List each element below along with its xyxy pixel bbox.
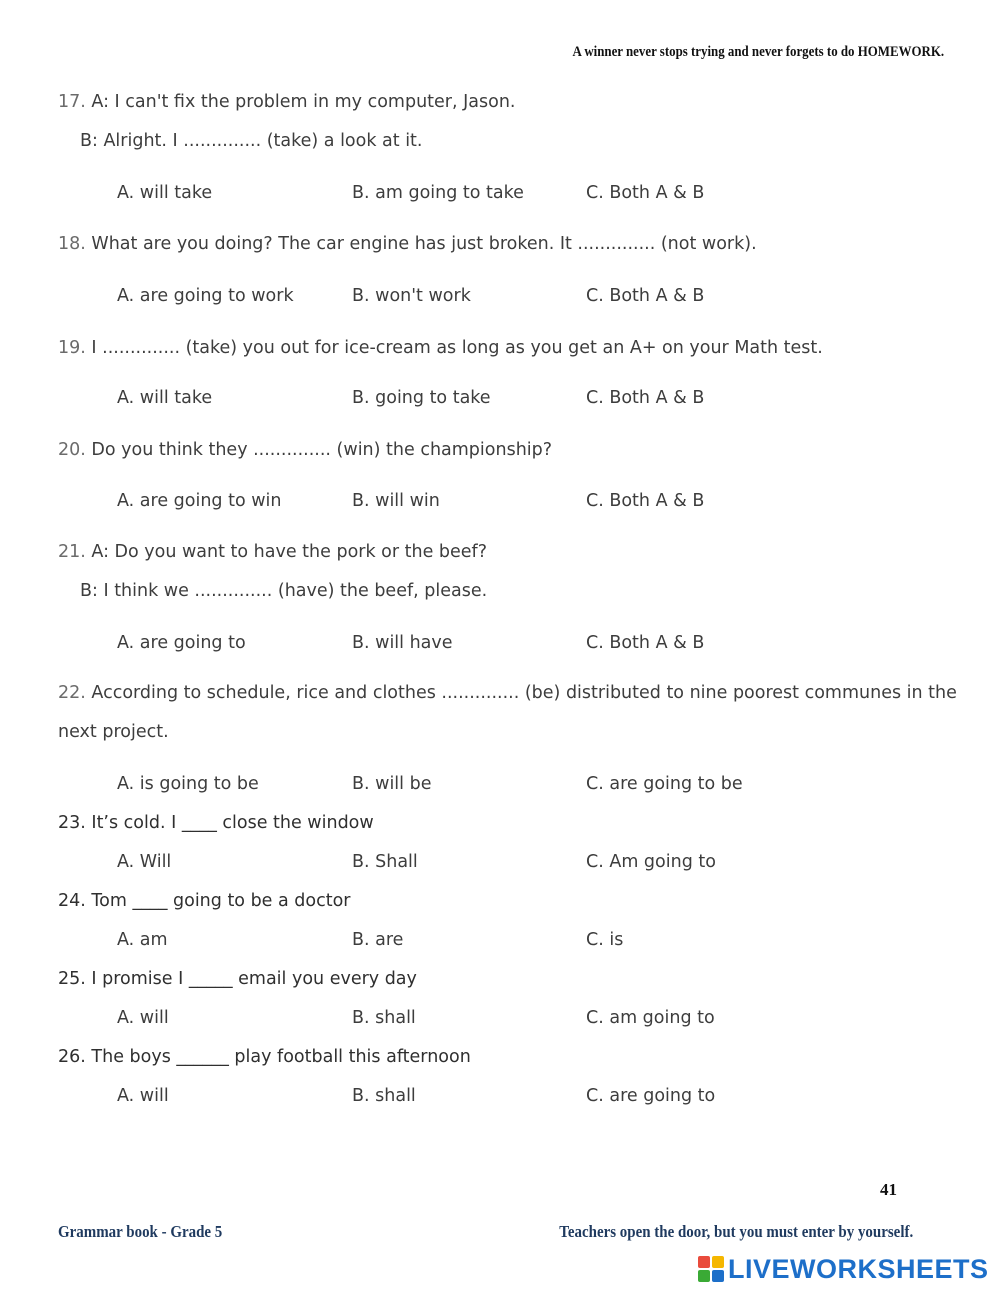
question-24 [58,891,351,911]
logo-tile [698,1270,710,1282]
option-c[interactable]: C. Both A & B [586,491,705,511]
option-c[interactable]: C. Both A & B [586,633,705,653]
question-22-line2: next project. [58,722,169,742]
question-text: A: Do you want to have the pork or the beef? [85,542,488,562]
option-c[interactable]: C. are going to be [586,774,743,794]
option-b[interactable]: B. will win [352,491,440,511]
option-a[interactable]: A. will [117,1008,169,1028]
question-number: 18. [58,234,86,254]
option-a[interactable]: A. will take [117,183,213,203]
option-a[interactable]: A. are going to win [117,491,282,511]
header-motto: A winner never stops trying and never forgets to do HOMEWORK. [572,44,944,60]
question-number: 23. [58,813,86,833]
option-b[interactable]: B. are [352,930,404,950]
option-c[interactable]: C. Both A & B [586,286,705,306]
question-text: According to schedule, rice and clothes .............. (be) distributed to nine poorest communes in the [85,683,957,703]
question-text: I promise I _____ email you every day [85,969,417,989]
question-text: It’s cold. I ____ close the window [85,813,374,833]
option-c[interactable]: C. am going to [586,1008,715,1028]
question-text: Tom ____ going to be a doctor [85,891,351,911]
option-b[interactable]: B. shall [352,1008,416,1028]
question-23 [58,813,374,833]
question-18 [58,234,757,254]
question-17-line2: B: Alright. I .............. (take) a look at it. [80,131,423,151]
question-number: 17. [58,92,86,112]
option-b[interactable]: B. will have [352,633,453,653]
question-number: 22. [58,683,86,703]
option-c[interactable]: C. Am going to [586,852,716,872]
question-20 [58,440,552,460]
logo-tile [712,1256,724,1268]
question-number: 19. [58,338,86,358]
option-b[interactable]: B. am going to take [352,183,524,203]
question-number: 25. [58,969,86,989]
option-c[interactable]: C. are going to [586,1086,716,1106]
option-a[interactable]: A. is going to be [117,774,259,794]
question-21-line2: B: I think we .............. (have) the beef, please. [80,581,488,601]
option-a[interactable]: A. will [117,1086,169,1106]
question-text: What are you doing? The car engine has just broken. It .............. (not work). [85,234,757,254]
question-19 [58,338,823,358]
option-b[interactable]: B. will be [352,774,432,794]
option-a[interactable]: A. are going to [117,633,246,653]
question-17 [58,92,516,112]
liveworksheets-brand[interactable] [698,1254,989,1284]
option-a[interactable]: A. Will [117,852,172,872]
option-c[interactable]: C. is [586,930,624,950]
brand-name: LIVEWORKSHEETS [728,1253,989,1284]
footer-quote: Teachers open the door, but you must enter by yourself. [559,1222,913,1241]
question-number: 26. [58,1047,86,1067]
option-a[interactable]: A. am [117,930,168,950]
logo-tile [712,1270,724,1282]
page-number: 41 [880,1180,897,1199]
footer-book-title: Grammar book - Grade 5 [58,1222,223,1241]
option-b[interactable]: B. shall [352,1086,416,1106]
option-c[interactable]: C. Both A & B [586,388,705,408]
liveworksheets-logo-icon [698,1256,724,1282]
option-a[interactable]: A. will take [117,388,213,408]
question-26 [58,1047,471,1067]
option-a[interactable]: A. are going to work [117,286,294,306]
logo-tile [698,1256,710,1268]
option-b[interactable]: B. won't work [352,286,471,306]
question-number: 20. [58,440,86,460]
option-b[interactable]: B. going to take [352,388,491,408]
question-number: 24. [58,891,86,911]
question-25 [58,969,417,989]
question-text: A: I can't fix the problem in my computer, Jason. [85,92,516,112]
question-text: Do you think they .............. (win) the championship? [85,440,553,460]
question-text: The boys ______ play football this afternoon [85,1047,471,1067]
question-21 [58,542,487,562]
option-c[interactable]: C. Both A & B [586,183,705,203]
question-number: 21. [58,542,86,562]
option-b[interactable]: B. Shall [352,852,418,872]
question-text: I .............. (take) you out for ice-cream as long as you get an A+ on your Math test. [85,338,823,358]
question-22 [58,683,957,703]
